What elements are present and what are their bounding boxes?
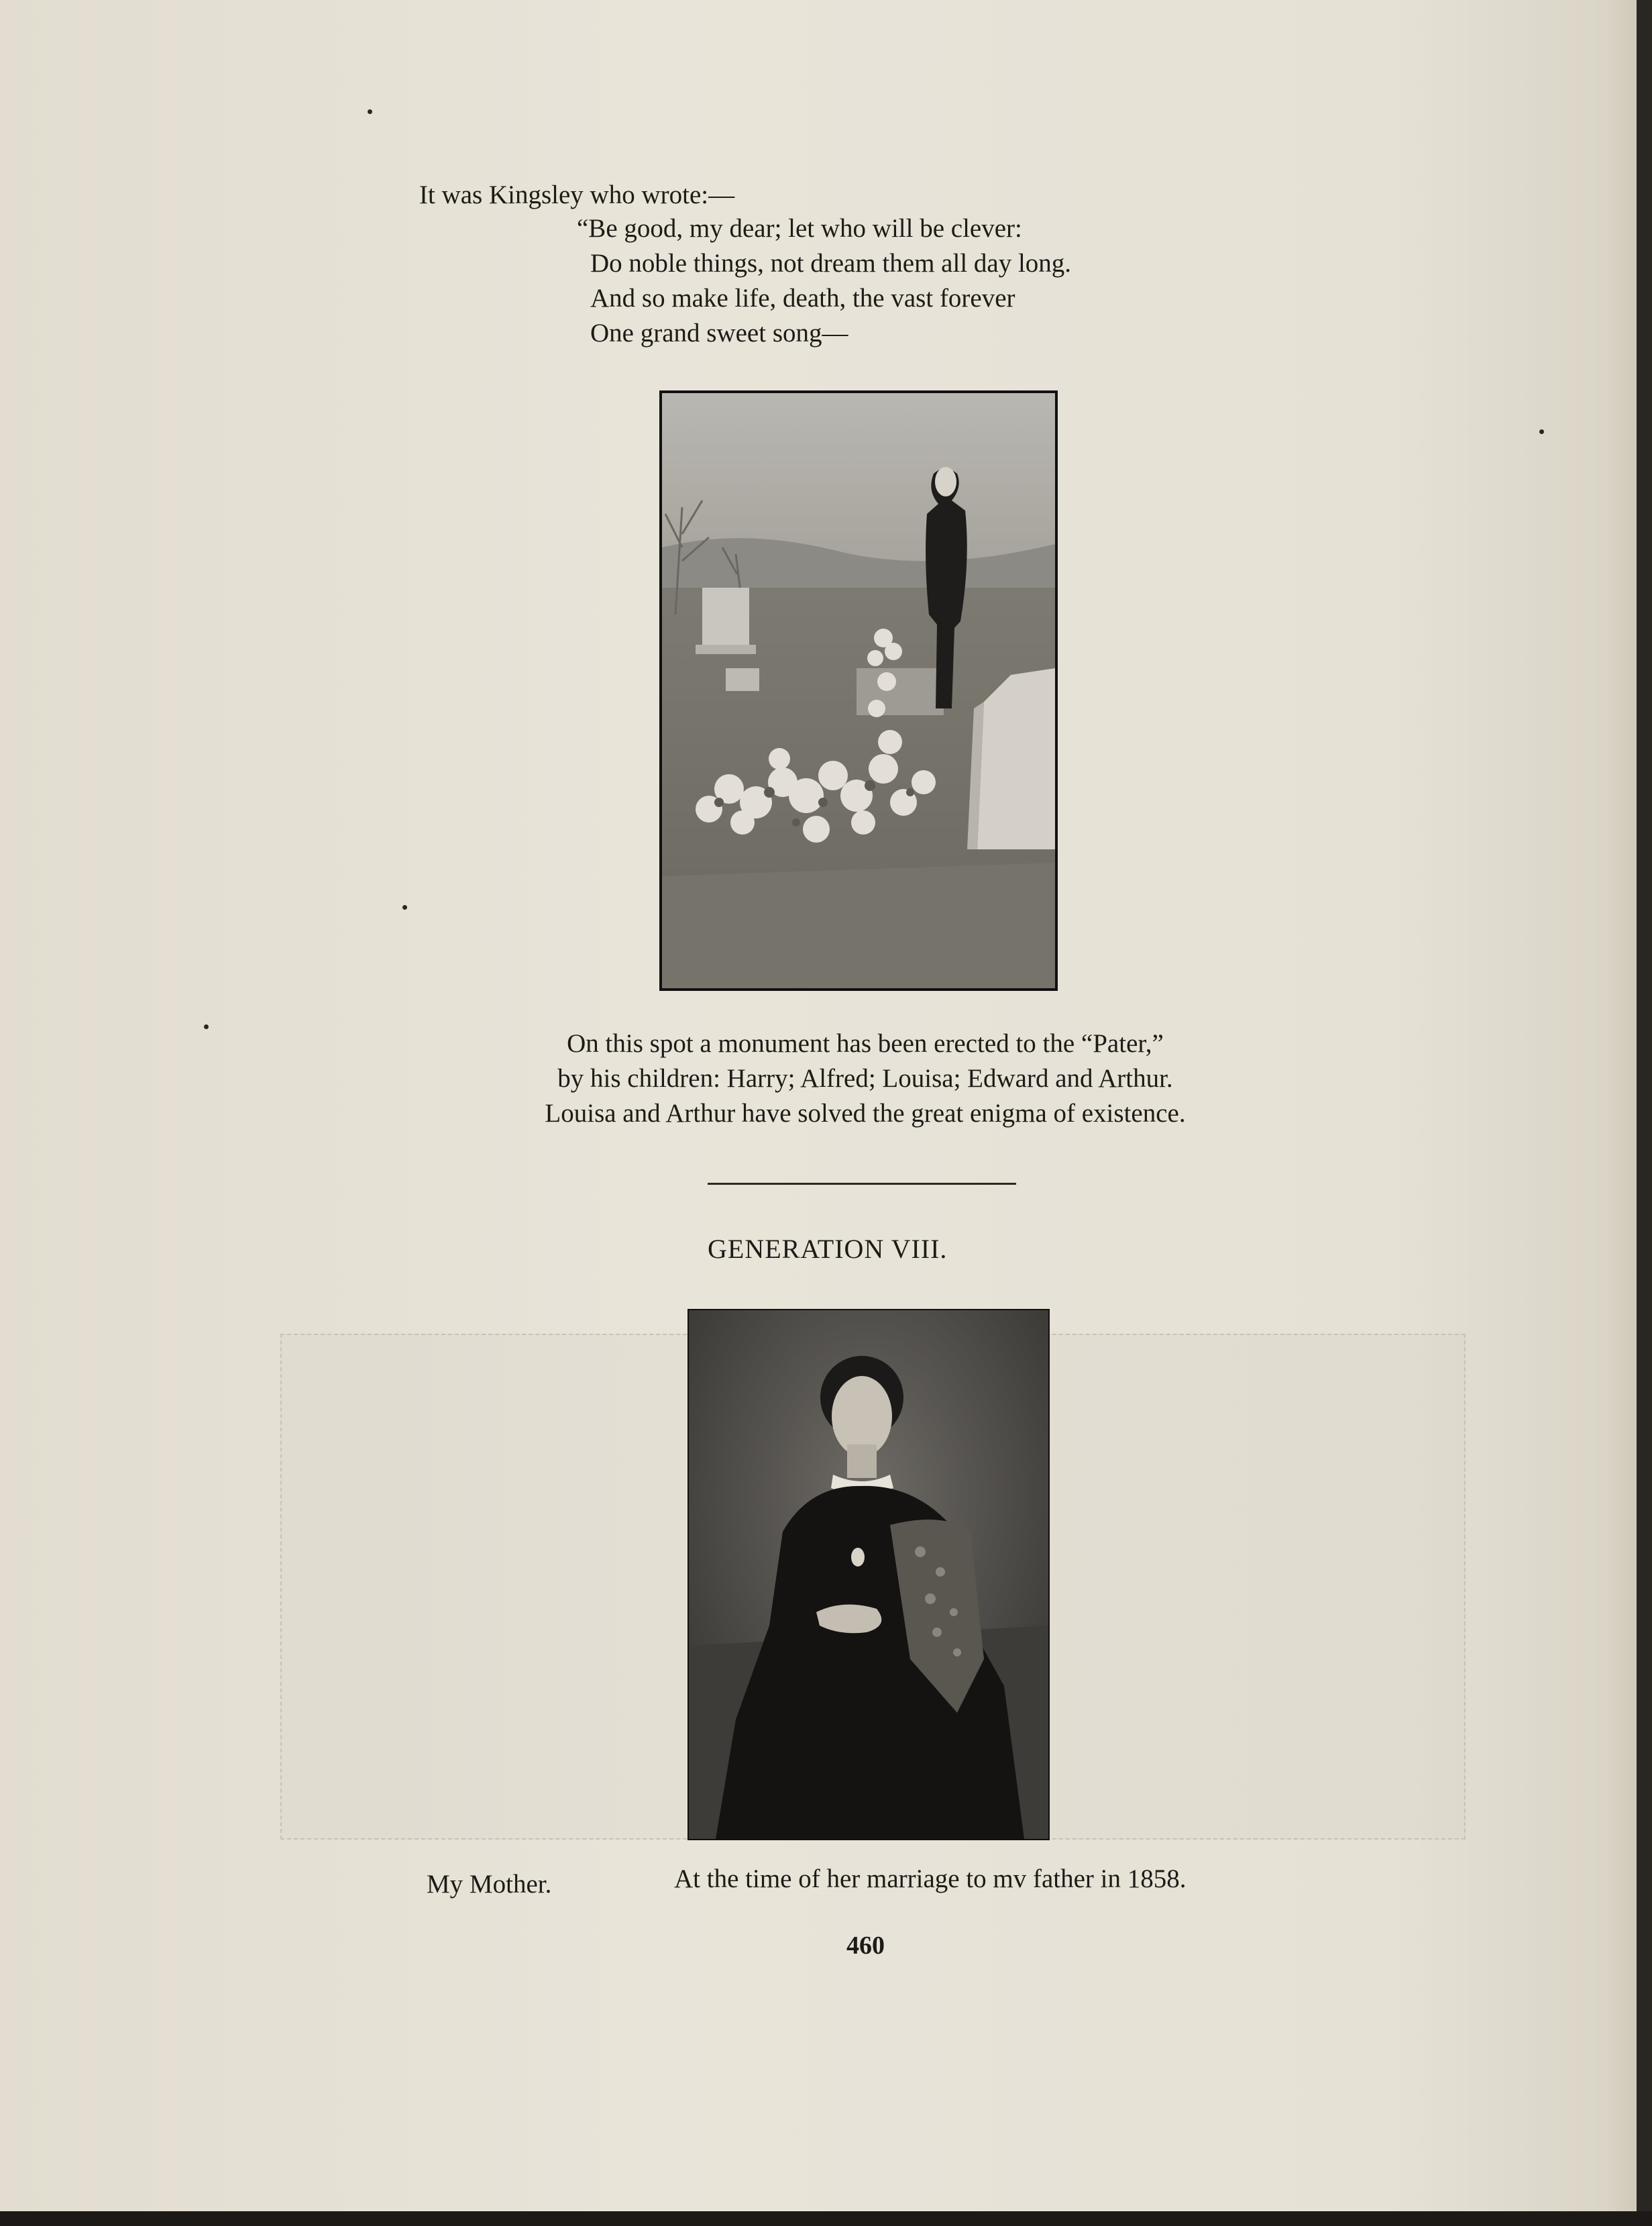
intro-line: It was Kingsley who wrote:—: [419, 180, 735, 209]
caption-line: Louisa and Arthur have solved the great enigma of existence.: [545, 1099, 1186, 1128]
section-heading: GENERATION VIII.: [708, 1234, 948, 1264]
page-shadow: [0, 2211, 1652, 2226]
kingsley-poem: [577, 211, 1072, 351]
poem-line: Do noble things, not dream them all day long.: [590, 249, 1072, 278]
poem-line: “Be good, my dear; let who will be clever:: [577, 214, 1022, 243]
speck: [368, 109, 372, 114]
mother-detail: At the time of her marriage to mv father in 1858.: [674, 1864, 1187, 1893]
speck: [204, 1024, 209, 1029]
page-number: 460: [846, 1931, 885, 1960]
caption-line: On this spot a monument has been erected to the “Pater,”: [567, 1029, 1164, 1058]
poem-line: One grand sweet song—: [590, 319, 848, 348]
speck: [402, 905, 407, 910]
section-rule: [708, 1183, 1016, 1185]
mother-portrait: [687, 1309, 1050, 1840]
mother-label: My Mother.: [427, 1870, 552, 1899]
monument-caption: [463, 1026, 1268, 1131]
speck: [1539, 429, 1544, 434]
caption-line: by his children: Harry; Alfred; Louisa; Edward and Arthur.: [557, 1064, 1173, 1093]
grave-photo: [659, 390, 1058, 991]
poem-line: And so make life, death, the vast forever: [590, 284, 1015, 313]
page-edge: [1606, 0, 1637, 2211]
